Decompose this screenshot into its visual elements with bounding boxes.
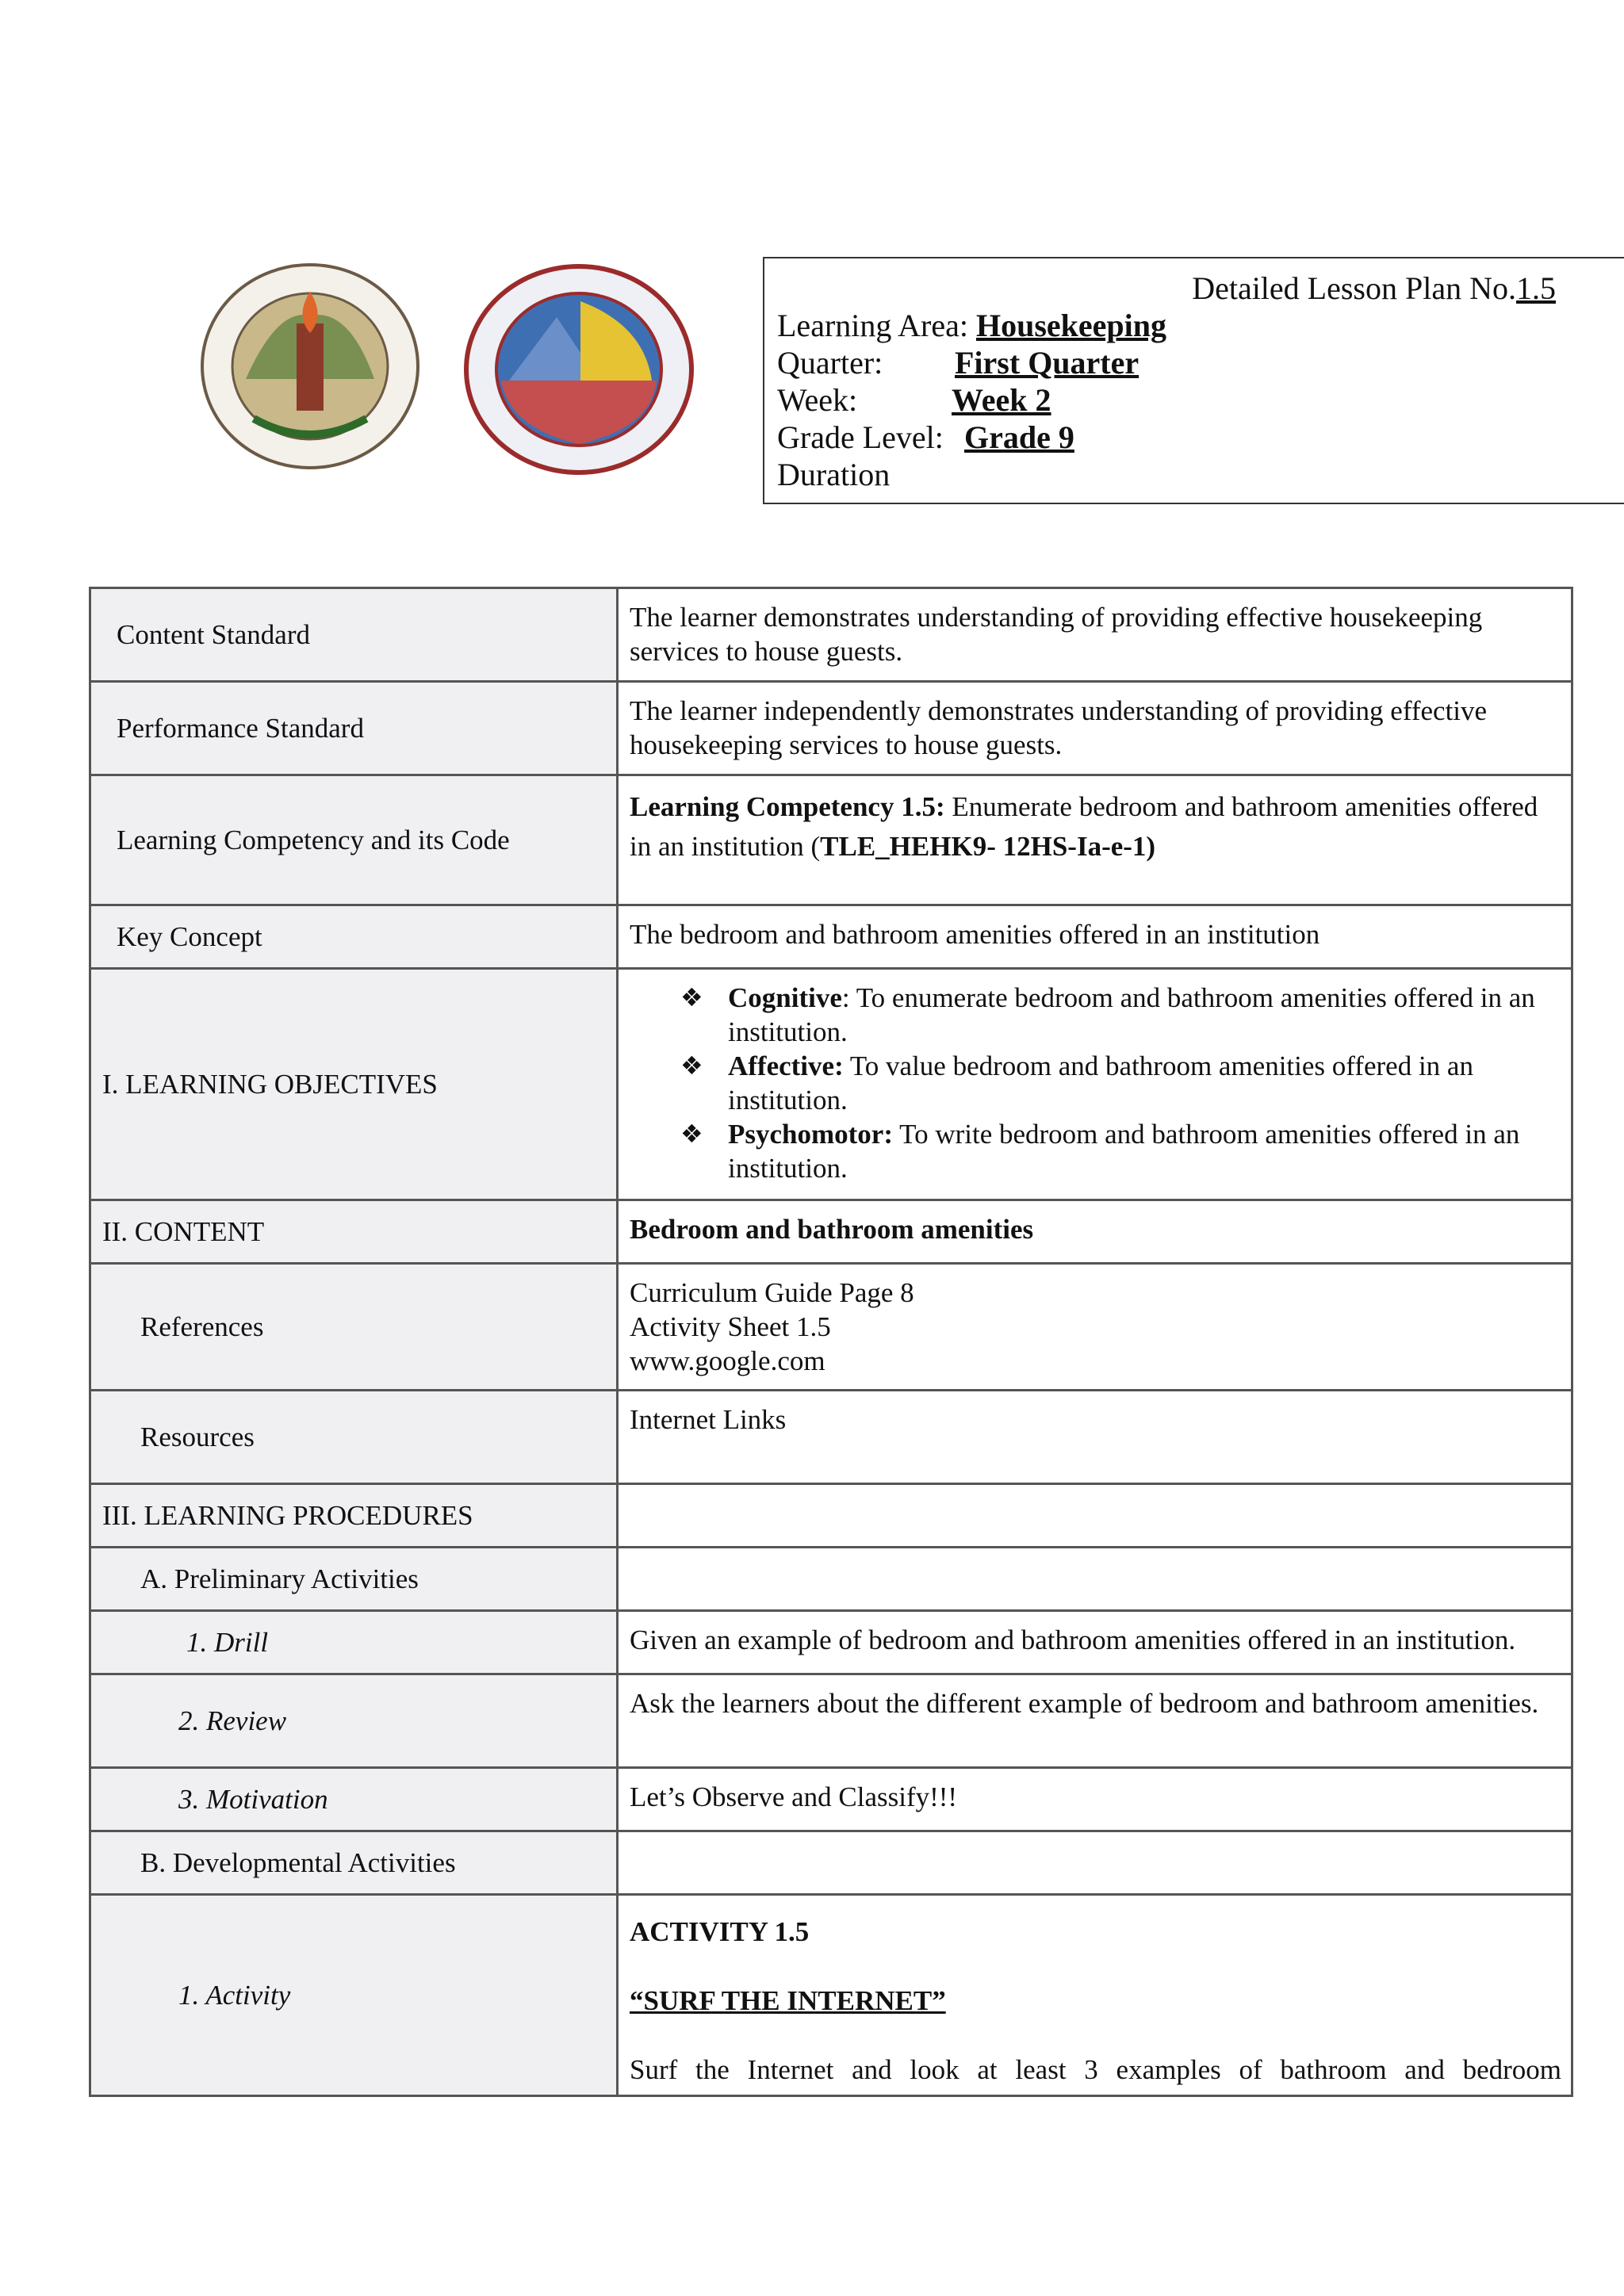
learning-procedures-label: III. LEARNING PROCEDURES [90, 1484, 618, 1548]
grade-level-value: Grade 9 [964, 419, 1074, 455]
learning-objectives-value [618, 969, 1572, 1200]
review-label: 2. Review [90, 1674, 618, 1768]
activity-title: ACTIVITY 1.5 [630, 1916, 810, 1947]
performance-standard-label: Performance Standard [90, 682, 618, 775]
motivation-value: Let’s Observe and Classify!!! [618, 1768, 1572, 1831]
objective-lead: Affective: [728, 1050, 844, 1081]
plan-number: 1.5 [1516, 270, 1556, 306]
objective-text: To value bedroom and bathroom amenities offered in an institution. [728, 1050, 1473, 1115]
reference-line: Activity Sheet 1.5 [630, 1311, 831, 1342]
diamond-bullet-icon: ❖ [680, 982, 703, 1012]
activity-text: Surf the Internet and look at least 3 examples of bathroom and bedroom [630, 2054, 1561, 2085]
key-concept-label: Key Concept [90, 905, 618, 969]
motivation-label: 3. Motivation [90, 1768, 618, 1831]
table-row [90, 682, 1572, 775]
objective-lead: Cognitive [728, 982, 842, 1013]
objectives-list [630, 981, 1561, 1185]
table-row [90, 1768, 1572, 1831]
competency-label: Learning Competency and its Code [90, 775, 618, 905]
table-row [90, 1264, 1572, 1391]
competency-value [618, 775, 1572, 905]
diamond-bullet-icon: ❖ [680, 1050, 703, 1081]
duration-row [777, 456, 1624, 493]
content-standard-value: The learner demonstrates understanding of providing effective housekeeping services to house guests. [618, 588, 1572, 682]
table-row [90, 1200, 1572, 1264]
content-value: Bedroom and bathroom amenities [618, 1200, 1572, 1264]
table-row [90, 1391, 1572, 1484]
activity-subtitle: “SURF THE INTERNET” [630, 1985, 946, 2016]
references-value [618, 1264, 1572, 1391]
grade-level-label: Grade Level: [777, 419, 944, 455]
reference-line: www.google.com [630, 1345, 825, 1376]
week-label: Week: [777, 382, 858, 418]
competency-lead: Learning Competency 1.5: [630, 791, 945, 822]
grade-level-row [777, 419, 1624, 456]
list-item [680, 1049, 1561, 1117]
plan-title-prefix: Detailed Lesson Plan No. [1192, 270, 1516, 306]
duration-label: Duration [777, 457, 891, 492]
quarter-label: Quarter: [777, 345, 883, 381]
table-row [90, 775, 1572, 905]
list-item [680, 1117, 1561, 1185]
developmental-activities-label: B. Developmental Activities [90, 1831, 618, 1895]
deped-region-xi-seal-logo [198, 260, 422, 473]
table-row [90, 1895, 1572, 2096]
table-row [90, 1484, 1572, 1548]
table-row [90, 905, 1572, 969]
competency-text: Enumerate bedroom and bathroom amenities offered in an institution ( [630, 791, 1538, 862]
division-of-davao-del-sur-seal-logo [462, 262, 696, 477]
key-concept-value: The bedroom and bathroom amenities offered in an institution [618, 905, 1572, 969]
activity-value [618, 1895, 1572, 2096]
table-row [90, 1611, 1572, 1674]
diamond-bullet-icon: ❖ [680, 1119, 703, 1149]
objective-text: To write bedroom and bathroom amenities offered in an institution. [728, 1119, 1520, 1184]
lesson-plan-table [89, 587, 1573, 2097]
objective-lead: Psychomotor: [728, 1119, 894, 1150]
table-row [90, 588, 1572, 682]
drill-value: Given an example of bedroom and bathroom amenities offered in an institution. [618, 1611, 1572, 1674]
plan-title [777, 270, 1624, 307]
content-label: II. CONTENT [90, 1200, 618, 1264]
review-value: Ask the learners about the different example of bedroom and bathroom amenities. [618, 1674, 1572, 1768]
resources-value: Internet Links [618, 1391, 1572, 1484]
reference-line: Curriculum Guide Page 8 [630, 1277, 914, 1308]
learning-area-value: Housekeeping [976, 308, 1167, 343]
preliminary-activities-label: A. Preliminary Activities [90, 1548, 618, 1611]
table-row [90, 1674, 1572, 1768]
learning-area-row [777, 307, 1624, 344]
table-row [90, 1831, 1572, 1895]
objective-text: : To enumerate bedroom and bathroom amenities offered in an institution. [728, 982, 1535, 1047]
list-item [680, 981, 1561, 1049]
references-label: References [90, 1264, 618, 1391]
table-row [90, 1548, 1572, 1611]
competency-code: TLE_HEHK9- 12HS-Ia-e-1) [820, 831, 1156, 862]
activity-label: 1. Activity [90, 1895, 618, 2096]
week-value: Week 2 [952, 382, 1051, 418]
lesson-plan-header-box [763, 257, 1624, 504]
developmental-activities-value [618, 1831, 1572, 1895]
preliminary-activities-value [618, 1548, 1572, 1611]
resources-label: Resources [90, 1391, 618, 1484]
quarter-row [777, 344, 1624, 381]
quarter-value: First Quarter [955, 345, 1139, 381]
learning-area-label: Learning Area: [777, 308, 968, 343]
learning-objectives-label: I. LEARNING OBJECTIVES [90, 969, 618, 1200]
table-row [90, 969, 1572, 1200]
performance-standard-value: The learner independently demonstrates understanding of providing effective housekeeping services to house guests. [618, 682, 1572, 775]
content-standard-label: Content Standard [90, 588, 618, 682]
drill-label: 1. Drill [90, 1611, 618, 1674]
learning-procedures-value [618, 1484, 1572, 1548]
week-row [777, 381, 1624, 419]
